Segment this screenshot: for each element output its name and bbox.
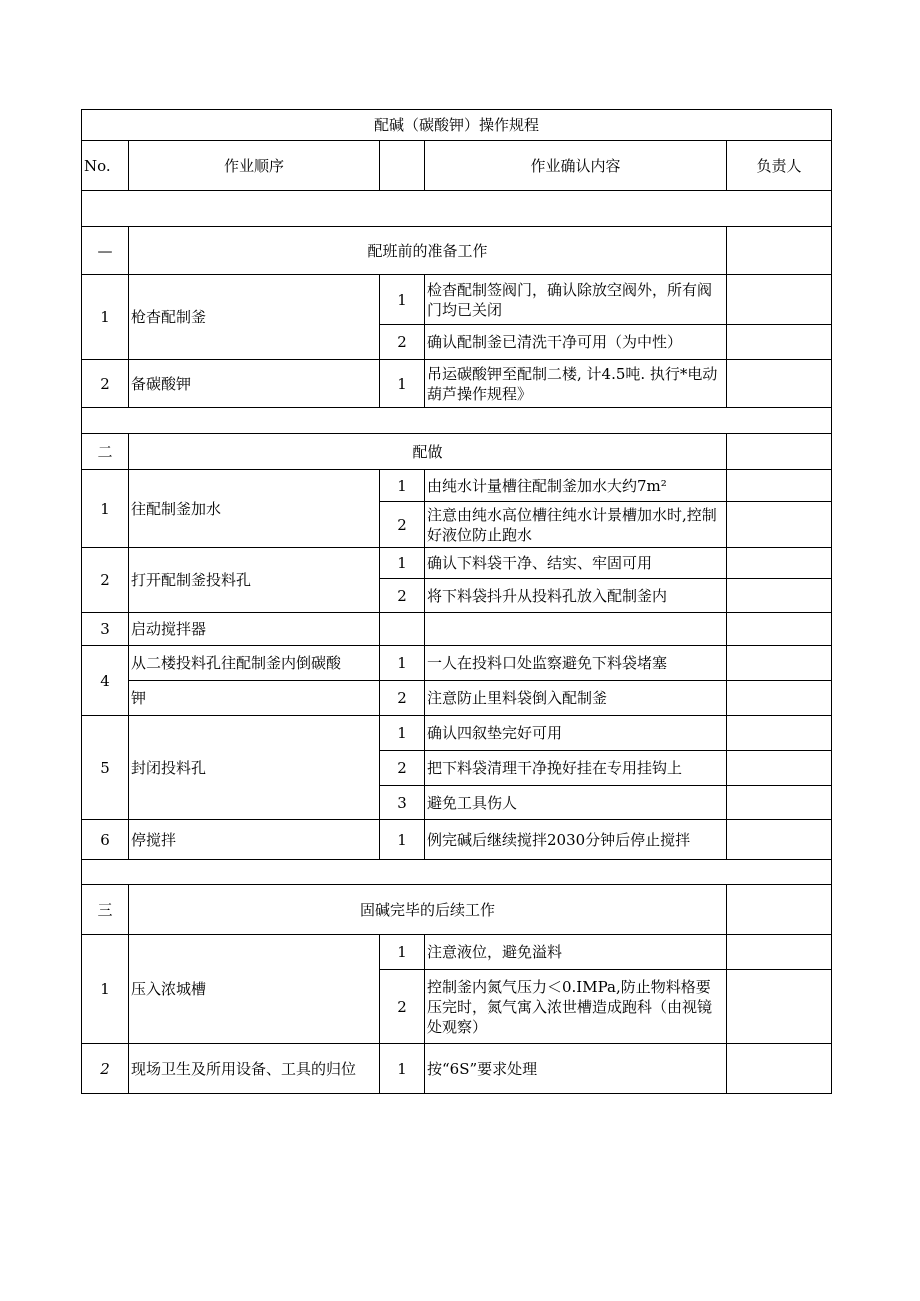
owner-cell [727,935,832,970]
item-number: 3 [380,786,425,820]
header-no: No. [82,141,129,191]
table-row [82,613,832,646]
item-text: 例完碱后继续搅拌2030分钟后停止搅拌 [425,820,727,860]
header-row [82,141,832,191]
step-number: 6 [82,820,129,860]
item-text: 按“6S”要求处理 [425,1044,727,1094]
item-text: 检杳配制签阀门，确认除放空阀外，所有阀门均已关闭 [425,275,727,325]
table-row [82,360,832,408]
item-text: 确认四叙垫完好可用 [425,716,727,751]
section-number: 三 [82,885,129,935]
step-number: 2 [82,360,129,408]
section-title: 固碱完毕的后续工作 [129,885,727,935]
item-text: 控制釜内氮气压力＜0.IMPa,防止物料格要压完时，氮气寓入浓世槽造成跑科（由视镜处观察） [425,970,727,1044]
table-row [82,470,832,502]
title-row [82,110,832,141]
step-name: 往配制釜加水 [129,470,380,548]
owner-cell [727,360,832,408]
item-text: 吊运碳酸钾至配制二楼, 计4.5吨. 执行*电动葫芦操作规程》 [425,360,727,408]
document-title: 配碱（碳酸钾）操作规程 [82,110,832,141]
step-name: 现场卫生及所用设备、工具的归位 [129,1044,380,1094]
step-name: 停搅拌 [129,820,380,860]
owner-cell [727,681,832,716]
step-name-continued: 钾 [129,681,380,716]
item-text: 注意防止里料袋倒入配制釜 [425,681,727,716]
section-number: — [82,227,129,275]
section-row [82,885,832,935]
owner-cell [727,470,832,502]
item-text: 将下料袋抖升从投料孔放入配制釜内 [425,579,727,613]
step-number: 1 [82,470,129,548]
item-number: 2 [380,681,425,716]
header-blank [380,141,425,191]
table-row [82,681,832,716]
item-text: 把下料袋清理干净挽好挂在专用挂钩上 [425,751,727,786]
table-row [82,716,832,751]
item-number: 1 [380,1044,425,1094]
owner-cell [727,885,832,935]
item-number: 1 [380,935,425,970]
owner-cell [727,434,832,470]
item-number: 2 [380,502,425,548]
step-name: 打开配制釜投料孔 [129,548,380,613]
section-title: 配做 [129,434,727,470]
item-number: 1 [380,275,425,325]
item-number: 2 [380,325,425,360]
item-number: 1 [380,716,425,751]
owner-cell [727,751,832,786]
owner-cell [727,579,832,613]
header-content: 作业确认内容 [425,141,727,191]
owner-cell [727,227,832,275]
item-number: 1 [380,470,425,502]
table-row [82,646,832,681]
section-number: 二 [82,434,129,470]
item-number [380,613,425,646]
step-name: 枪杳配制釜 [129,275,380,360]
item-text: 注意液位，避免溢料 [425,935,727,970]
item-text: 避免工具伤人 [425,786,727,820]
table-row [82,548,832,579]
item-text [425,613,727,646]
table-row [82,275,832,325]
item-number: 2 [380,751,425,786]
section-row [82,227,832,275]
step-name: 压入浓城槽 [129,935,380,1044]
step-number: 1 [82,935,129,1044]
step-number: 2 [82,1044,129,1094]
item-text: 注意由纯水高位槽往纯水计景槽加水时,控制好液位防止跑水 [425,502,727,548]
owner-cell [727,820,832,860]
owner-cell [727,275,832,325]
table-row [82,820,832,860]
step-name: 从二楼投料孔往配制釜内倒碳酸 [129,646,380,681]
owner-cell [727,716,832,751]
header-owner: 负责人 [727,141,832,191]
item-text: 由纯水计量槽往配制釜加水大约7m² [425,470,727,502]
spacer-row [82,408,832,434]
step-number: 2 [82,548,129,613]
item-number: 1 [380,360,425,408]
step-name: 备碳酸钾 [129,360,380,408]
owner-cell [727,1044,832,1094]
step-number: 5 [82,716,129,820]
table-row [82,935,832,970]
step-name: 封闭投料孔 [129,716,380,820]
item-number: 1 [380,646,425,681]
table-row [82,1044,832,1094]
step-number: 4 [82,646,129,716]
owner-cell [727,970,832,1044]
item-number: 2 [380,970,425,1044]
item-number: 2 [380,579,425,613]
section-row [82,434,832,470]
item-number: 1 [380,548,425,579]
owner-cell [727,548,832,579]
step-name: 启动搅拌器 [129,613,380,646]
owner-cell [727,646,832,681]
step-number: 1 [82,275,129,360]
owner-cell [727,613,832,646]
item-text: 确认下料袋干净、结实、牢固可用 [425,548,727,579]
owner-cell [727,502,832,548]
spacer-row [82,191,832,227]
spacer-row [82,860,832,885]
section-title: 配班前的准备工作 [129,227,727,275]
owner-cell [727,325,832,360]
owner-cell [727,786,832,820]
header-order: 作业顺序 [129,141,380,191]
procedure-table [81,109,832,1094]
step-number: 3 [82,613,129,646]
item-text: 确认配制釜已清洗干净可用（为中性） [425,325,727,360]
item-number: 1 [380,820,425,860]
item-text: 一人在投料口处监察避免下料袋堵塞 [425,646,727,681]
